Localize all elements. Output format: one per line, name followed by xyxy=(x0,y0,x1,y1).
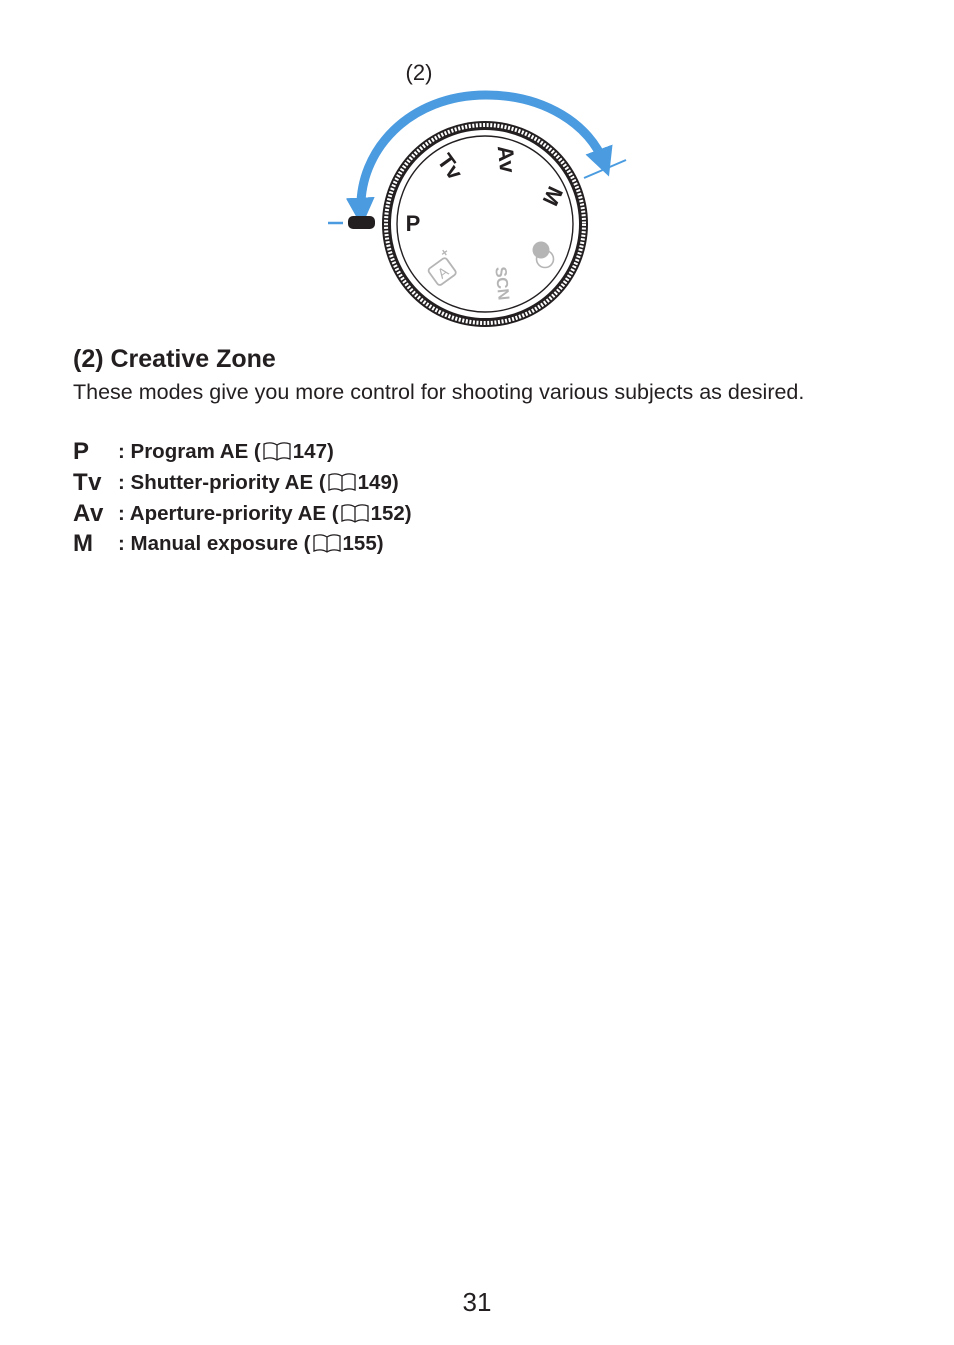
page-reference: 147) xyxy=(292,440,334,464)
dial-label-av: Av xyxy=(492,144,521,175)
page-reference: 155) xyxy=(342,532,384,556)
mode-description xyxy=(118,471,399,495)
mode-label: : Program AE ( xyxy=(118,440,261,464)
mode-description xyxy=(118,440,334,464)
mode-item-p xyxy=(73,437,412,468)
section-title: (2) Creative Zone xyxy=(73,345,276,373)
mode-item-tv xyxy=(73,468,412,499)
svg-text:A: A xyxy=(434,263,452,282)
mode-label: : Shutter-priority AE ( xyxy=(118,471,326,495)
mode-list xyxy=(73,437,412,560)
page-number: 31 xyxy=(462,1287,492,1317)
mode-symbol: P xyxy=(73,438,90,466)
mode-description xyxy=(118,532,384,556)
book-icon xyxy=(312,533,342,553)
leader-line xyxy=(584,160,626,178)
book-icon xyxy=(340,503,370,523)
dial-label-p: P xyxy=(405,211,421,236)
book-icon xyxy=(327,472,357,492)
mode-symbol: Tv xyxy=(73,469,103,497)
dial-label-m: M xyxy=(537,182,568,210)
mode-label: : Aperture-priority AE ( xyxy=(118,501,339,525)
section-intro: These modes give you more control for shooting various subjects as desired. xyxy=(73,380,805,404)
mode-item-av xyxy=(73,498,412,529)
page-reference: 152) xyxy=(370,501,412,525)
mode-label: : Manual exposure ( xyxy=(118,532,311,556)
mode-symbol: Av xyxy=(73,499,104,527)
dial-label-scn: SCN xyxy=(491,265,512,302)
mode-dial-figure xyxy=(320,55,640,335)
mode-symbol: M xyxy=(73,530,94,558)
book-icon xyxy=(262,441,292,461)
page-reference: 149) xyxy=(357,471,399,495)
mode-item-m xyxy=(73,529,412,560)
svg-text:+: + xyxy=(437,244,452,261)
mode-description xyxy=(118,502,412,526)
index-mark-icon xyxy=(348,216,375,229)
dial-label-tv: Tv xyxy=(432,148,468,185)
callout-label: (2) xyxy=(405,60,433,85)
